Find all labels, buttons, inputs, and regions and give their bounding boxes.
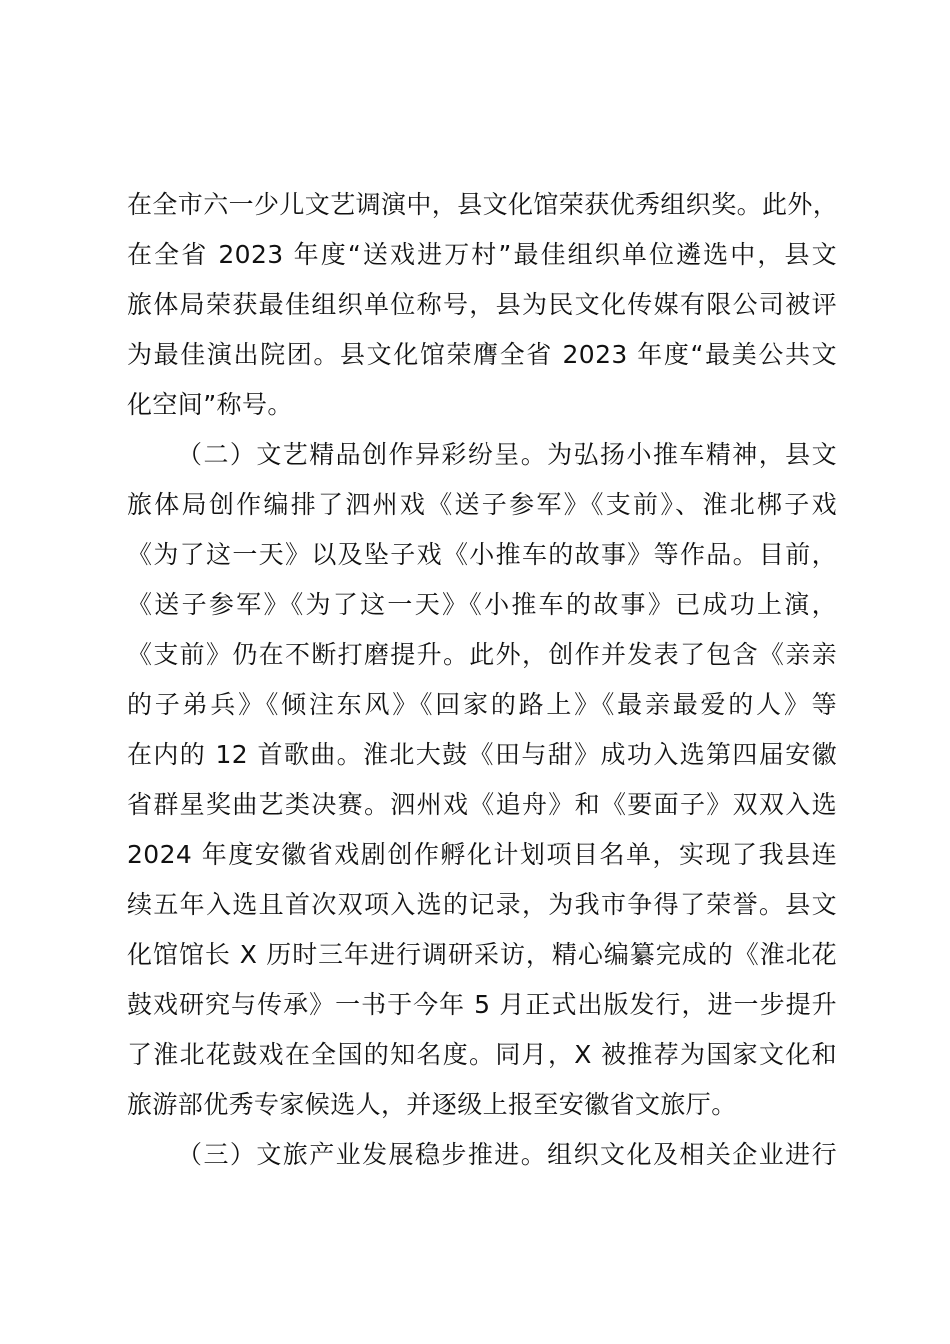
text-line: 鼓戏研究与传承》一书于今年 5 月正式出版发行，进一步提升 (127, 990, 837, 1019)
text-line: 在内的 12 首歌曲。淮北大鼓《田与甜》成功入选第四届安徽 (127, 740, 837, 769)
text-line: 化空间”称号。 (127, 390, 293, 419)
text-line: 《支前》仍在不断打磨提升。此外，创作并发表了包含《亲亲 (127, 640, 837, 669)
text-line: 旅体局创作编排了泗州戏《送子参军》《支前》、淮北梆子戏 (127, 490, 837, 519)
text-line: 省群星奖曲艺类决赛。泗州戏《追舟》和《要面子》双双入选 (127, 790, 837, 819)
text-line: 《为了这一天》以及坠子戏《小推车的故事》等作品。目前， (127, 540, 837, 569)
text-line: 在全省 2023 年度“送戏进万村”最佳组织单位遴选中，县文 (127, 240, 837, 269)
text-line: 在全市六一少儿文艺调演中，县文化馆荣获优秀组织奖。此外， (127, 190, 839, 219)
text-line: 续五年入选且首次双项入选的记录，为我市争得了荣誉。县文 (127, 890, 837, 919)
text-line: 了淮北花鼓戏在全国的知名度。同月，X 被推荐为国家文化和 (127, 1040, 837, 1069)
body-text (127, 180, 837, 1180)
text-line: 为最佳演出院团。县文化馆荣膺全省 2023 年度“最美公共文 (127, 340, 837, 369)
text-line: 《送子参军》《为了这一天》《小推车的故事》已成功上演， (127, 590, 837, 619)
section-heading-line: （二）文艺精品创作异彩纷呈。为弘扬小推车精神，县文 (177, 440, 837, 469)
text-line: 旅游部优秀专家候选人，并逐级上报至安徽省文旅厅。 (127, 1090, 737, 1119)
text-line: 的子弟兵》《倾注东风》《回家的路上》《最亲最爱的人》等 (127, 690, 837, 719)
section-heading-line: （三）文旅产业发展稳步推进。组织文化及相关企业进行 (177, 1140, 837, 1169)
text-line: 化馆馆长 X 历时三年进行调研采访，精心编纂完成的《淮北花 (127, 940, 837, 969)
text-line: 2024 年度安徽省戏剧创作孵化计划项目名单，实现了我县连 (127, 840, 837, 869)
text-line: 旅体局荣获最佳组织单位称号，县为民文化传媒有限公司被评 (127, 290, 837, 319)
